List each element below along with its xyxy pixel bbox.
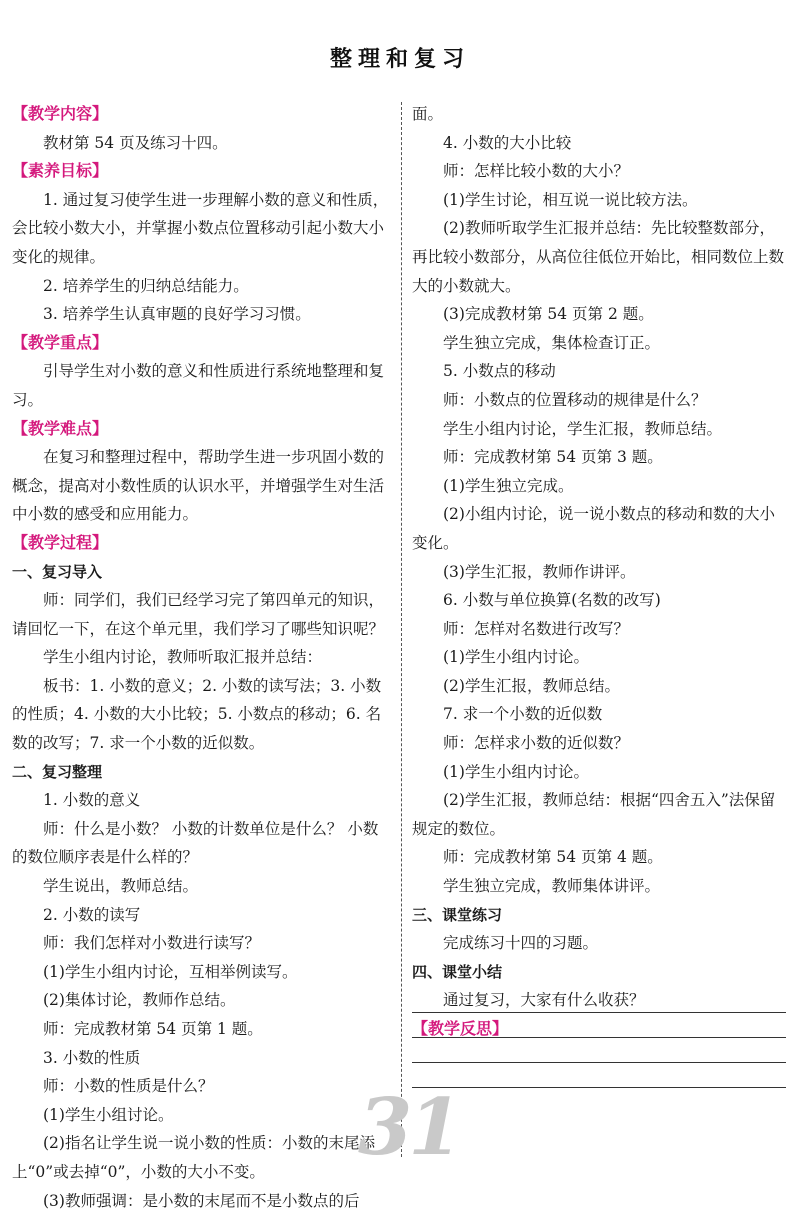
paragraph: 通过复习，大家有什么收获？ xyxy=(443,991,645,1010)
paragraph: 6. 小数与单位换算(名数的改写) xyxy=(443,591,661,610)
step-heading: 一、复习导入 xyxy=(12,562,103,581)
paragraph: 板书：1. 小数的意义；2. 小数的读写法；3. 小数的性质；4. 小数的大小比较；5. 小数点的移动；6. 名数的改写；7. 求一个小数的近似数。 xyxy=(12,676,382,753)
paragraph: 2. 培养学生的归纳总结能力。 xyxy=(43,276,249,295)
paragraph: (2)小组内讨论，说一说小数点的移动和数的大小变化。 xyxy=(412,505,775,552)
paragraph: 师：完成教材第 54 页第 3 题。 xyxy=(443,448,663,467)
step-heading: 二、复习整理 xyxy=(12,762,103,781)
paragraph: 师：怎样对名数进行改写？ xyxy=(443,619,630,638)
paragraph: 师：怎样比较小数的大小？ xyxy=(443,162,630,181)
step-heading: 三、课堂练习 xyxy=(412,905,503,924)
paragraph: 师：我们怎样对小数进行读写？ xyxy=(43,934,261,953)
paragraph: 3. 小数的性质 xyxy=(43,1048,141,1067)
paragraph: 学生小组内讨论，教师听取汇报并总结： xyxy=(43,648,323,667)
paragraph: (1)学生小组讨论。 xyxy=(43,1105,174,1124)
paragraph: (1)学生小组内讨论。 xyxy=(443,762,589,781)
paragraph: 4. 小数的大小比较 xyxy=(443,133,572,152)
paragraph: (2)指名让学生说一说小数的性质：小数的末尾添上“0”或去掉“0”，小数的大小不变。 xyxy=(12,1134,375,1181)
page-number: 31 xyxy=(358,1082,459,1173)
paragraph: (1)学生小组内讨论，互相举例读写。 xyxy=(43,962,298,981)
page-title: 整理和复习 xyxy=(329,46,470,72)
left-column xyxy=(12,100,392,1215)
paragraph: (1)学生小组内讨论。 xyxy=(443,648,589,667)
paragraph: 2. 小数的读写 xyxy=(43,905,141,924)
right-column xyxy=(412,100,788,1044)
section-heading: 【教学过程】 xyxy=(12,532,109,552)
writing-line xyxy=(412,1037,786,1038)
paragraph: 1. 通过复习使学生进一步理解小数的意义和性质，会比较小数大小，并掌握小数点位置移动引起小数大小变化的规律。 xyxy=(12,190,389,266)
writing-line xyxy=(412,1087,786,1088)
paragraph: 学生说出，教师总结。 xyxy=(43,877,199,896)
paragraph: 学生独立完成，教师集体讲评。 xyxy=(443,877,661,896)
section-heading: 【教学重点】 xyxy=(12,332,109,352)
section-heading: 【教学反思】 xyxy=(412,1019,509,1038)
paragraph: 5. 小数点的移动 xyxy=(443,362,556,381)
paragraph: (2)学生汇报，教师总结：根据“四舍五入”法保留规定的数位。 xyxy=(412,791,776,838)
section-heading: 【教学内容】 xyxy=(12,104,109,123)
paragraph: 师：完成教材第 54 页第 1 题。 xyxy=(43,1020,263,1038)
paragraph: 完成练习十四的习题。 xyxy=(443,934,599,953)
paragraph: 师：完成教材第 54 页第 4 题。 xyxy=(443,848,663,867)
section-heading: 【素养目标】 xyxy=(12,161,109,181)
paragraph: 面。 xyxy=(412,105,444,123)
column-divider xyxy=(401,102,402,1157)
paragraph: (1)学生讨论，相互说一说比较方法。 xyxy=(443,190,698,209)
reflection-lines xyxy=(412,1012,786,1112)
paragraph: 师：怎样求小数的近似数？ xyxy=(443,734,630,753)
step-heading: 四、课堂小结 xyxy=(412,962,503,981)
paragraph: (3)完成教材第 54 页第 2 题。 xyxy=(443,305,654,324)
paragraph: (3)教师强调：是小数的末尾而不是小数点的后 xyxy=(43,1191,360,1210)
paragraph: (3)学生汇报，教师作讲评。 xyxy=(443,562,636,581)
paragraph: 学生独立完成，集体检查订正。 xyxy=(443,333,661,352)
paragraph: 3. 培养学生认真审题的良好学习习惯。 xyxy=(43,305,311,324)
paragraph: 师：同学们，我们已经学习完了第四单元的知识，请回忆一下，在这个单元里，我们学习了哪些知识呢？ xyxy=(12,591,385,638)
writing-line xyxy=(412,1012,786,1013)
paragraph: 师：小数的性质是什么？ xyxy=(43,1077,214,1096)
paragraph: 7. 求一个小数的近似数 xyxy=(443,705,603,724)
paragraph: 教材第 54 页及练习十四。 xyxy=(43,133,228,152)
paragraph: (2)学生汇报，教师总结。 xyxy=(443,676,620,695)
paragraph: (2)集体讨论，教师作总结。 xyxy=(43,991,236,1010)
paragraph: (1)学生独立完成。 xyxy=(443,476,574,495)
paragraph: 在复习和整理过程中，帮助学生进一步巩固小数的概念，提高对小数性质的认识水平，并增强学生对生活中小数的感受和应用能力。 xyxy=(12,448,385,524)
paragraph: 师：小数点的位置移动的规律是什么？ xyxy=(443,390,707,409)
writing-line xyxy=(412,1062,786,1063)
paragraph: 1. 小数的意义 xyxy=(43,791,141,810)
paragraph: (2)教师听取学生汇报并总结：先比较整数部分，再比较小数部分，从高位往低位开始比，相同数位上数大的小数就大。 xyxy=(412,219,785,295)
paragraph: 师：什么是小数？ 小数的计数单位是什么？ 小数的数位顺序表是什么样的？ xyxy=(12,819,379,867)
paragraph: 引导学生对小数的意义和性质进行系统地整理和复习。 xyxy=(12,362,385,409)
section-heading: 【教学难点】 xyxy=(12,418,109,438)
paragraph: 学生小组内讨论，学生汇报，教师总结。 xyxy=(443,419,723,438)
